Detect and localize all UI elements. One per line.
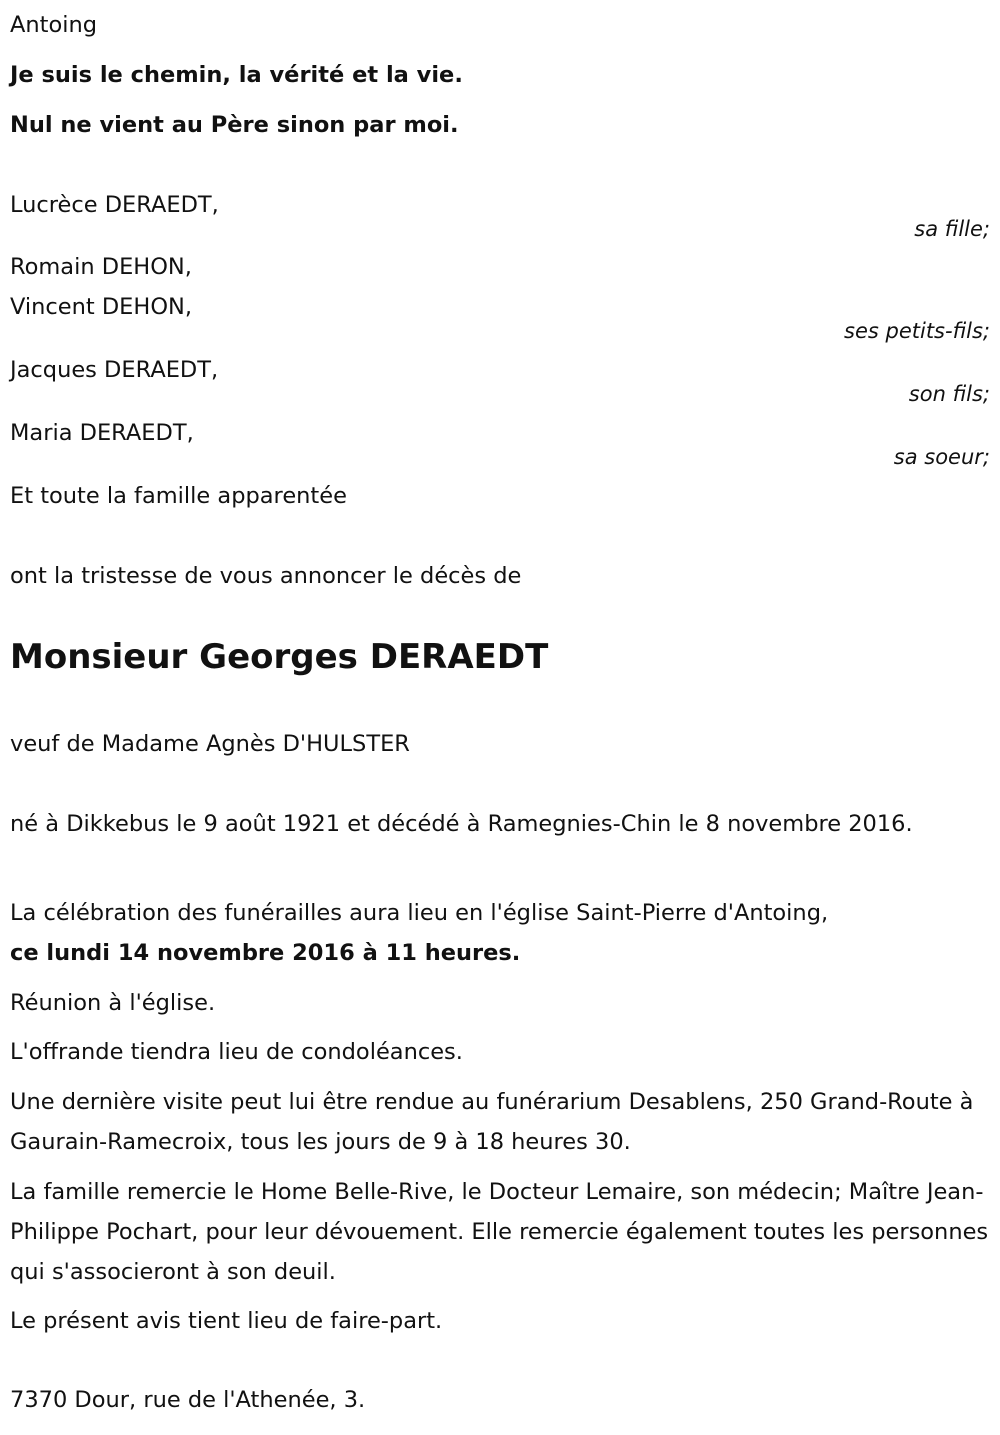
meeting: Réunion à l'église. <box>10 990 216 1016</box>
family-relation: ses petits-fils; <box>844 319 990 343</box>
quote-line-1: Je suis le chemin, la vérité et la vie. <box>10 62 463 88</box>
family-relation: sa fille; <box>914 217 990 241</box>
visit: Une dernière visite peut lui être rendue au funérarium Desablens, 250 Grand-Route à Gaurain-Ramecroix, tous les jours de 9 à 18 heures 30. <box>10 1089 974 1155</box>
extended-family: Et toute la famille apparentée <box>10 483 347 509</box>
family-relation: sa soeur; <box>893 445 990 469</box>
funeral-text: La célébration des funérailles aura lieu en l'église Saint-Pierre d'Antoing, <box>10 900 829 926</box>
thanks: La famille remercie le Home Belle-Rive, le Docteur Lemaire, son médecin; Maître Jean-Philippe Pochart, pour leur dévouement. Elle remercie également toutes les personnes qui s'associeront à son deuil. <box>10 1179 989 1285</box>
offering: L'offrande tiendra lieu de condoléances. <box>10 1039 463 1065</box>
address: 7370 Dour, rue de l'Athenée, 3. <box>10 1387 366 1413</box>
family-name: Lucrèce DERAEDT, <box>10 192 219 218</box>
family-name: Vincent DEHON, <box>10 294 193 320</box>
family-relation: son fils; <box>908 382 990 406</box>
location: Antoing <box>10 12 98 38</box>
birth-death: né à Dikkebus le 9 août 1921 et décédé à Ramegnies-Chin le 8 novembre 2016. <box>10 811 913 837</box>
family-name: Jacques DERAEDT, <box>10 357 219 383</box>
family-name: Maria DERAEDT, <box>10 420 194 446</box>
announcement: ont la tristesse de vous annoncer le décès de <box>10 563 522 589</box>
funeral-info <box>10 893 990 973</box>
spouse: veuf de Madame Agnès D'HULSTER <box>10 731 410 757</box>
family-name: Romain DEHON, <box>10 254 192 280</box>
notice: Le présent avis tient lieu de faire-part. <box>10 1308 443 1334</box>
quote-line-2: Nul ne vient au Père sinon par moi. <box>10 112 459 138</box>
funeral-datetime: ce lundi 14 novembre 2016 à 11 heures. <box>10 940 521 966</box>
deceased-name: Monsieur Georges DERAEDT <box>10 637 549 677</box>
